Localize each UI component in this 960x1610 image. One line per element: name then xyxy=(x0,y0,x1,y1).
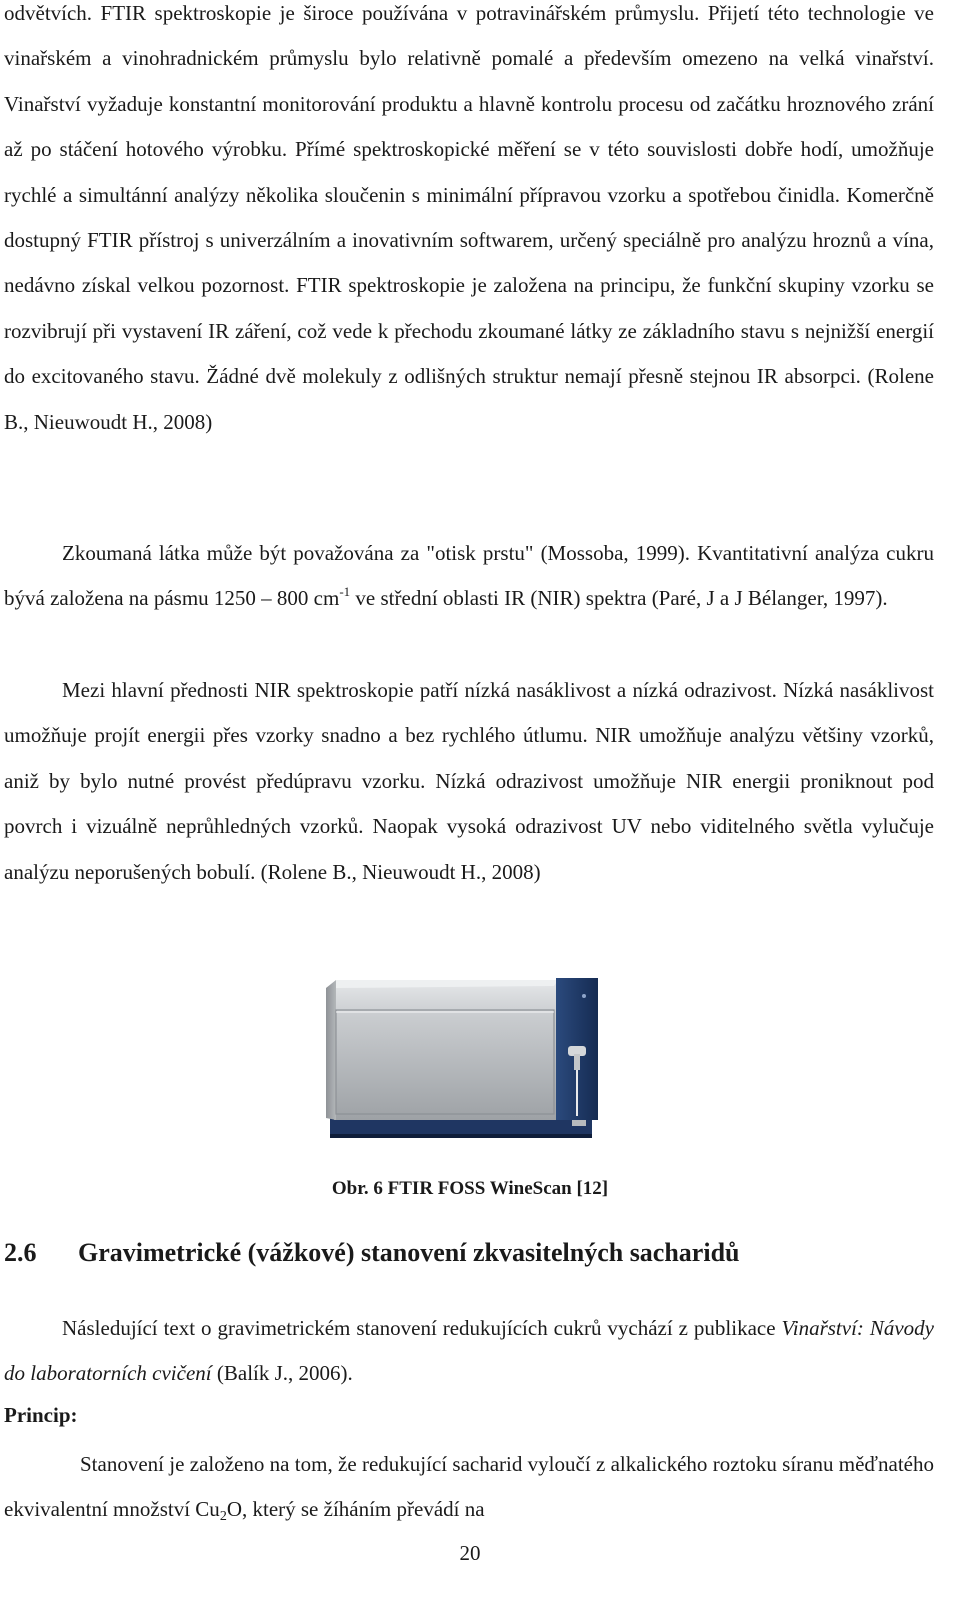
page-number: 20 xyxy=(459,1541,481,1565)
paragraph-text: Zkoumaná látka může být považována za "otisk prstu" (Mossoba, 1999). Kvantitativní analýza cukru bývá založena na pásmu 1250 – 800 cm xyxy=(4,541,934,611)
paragraph-text: ve střední oblasti IR (NIR) spektra (Paré, J a J Bélanger, 1997). xyxy=(350,586,888,611)
superscript: -1 xyxy=(339,584,351,600)
section-title: Gravimetrické (vážkové) stanovení zkvasitelných sacharidů xyxy=(78,1238,740,1267)
figure-caption: Obr. 6 FTIR FOSS WineScan [12] xyxy=(331,1178,609,1199)
subscript: 2 xyxy=(219,1509,227,1525)
paragraph-ftir-intro xyxy=(4,0,934,445)
section-heading xyxy=(4,1238,740,1268)
winescan-instrument-image xyxy=(322,968,622,1146)
paragraph-text: Stanovení je založeno na tom, že redukující sacharid vyloučí z alkalického roztoku síranu měďnatého ekvivalentní množství Cu xyxy=(4,1452,934,1522)
paragraph-text: Mezi hlavní přednosti NIR spektroskopie patří nízká nasáklivost a nízká odrazivost. Nízká nasáklivost umožňuje projít energii přes vzorky snadno a bez rychlého útlumu. NIR umožňuje analýzu většiny vzorků, aniž by bylo nutné provést předúpravu vzorku. Nízká odrazivost umožňuje NIR energii proniknout pod povrch i vizuálně neprůhledných vzorků. Naopak vysoká odrazivost UV nebo viditelného světla vylučuje analýzu neporušených bobulí. (Rolene B., Nieuwoudt H., 2008) xyxy=(4,678,934,884)
instrument-base xyxy=(330,1118,592,1136)
paragraph-nir-advantages xyxy=(4,668,934,895)
section-number: 2.6 xyxy=(4,1238,37,1267)
publication-title: Vinařství: Návody do laboratorních cvičení xyxy=(4,1316,934,1386)
figure-winescan-instrument xyxy=(322,968,622,1146)
paragraph-text: odvětvích. FTIR spektroskopie je široce používána v potravinářském průmyslu. Přijetí této technologie ve vinařském a vinohradnickém průmyslu bylo relativně pomalé a především omezeno na velká vinařství. Vinařství vyžaduje konstantní monitorování produktu a hlavně kontrolu procesu od začátku hroznového zrání až po stáčení hotového výrobku. Přímé spektroskopické měření se v této souvislosti dobře hodí, umožňuje rychlé a simultánní analýzy několika sloučenin s minimální přípravou vzorku a spotřebou činidla. Komerčně dostupný FTIR přístroj s univerzálním a inovativním softwarem, určený speciálně pro analýzu hroznů a vína, nedávno získal velkou pozornost. FTIR spektroskopie je založena na principu, že funkční skupiny vzorku se rozvibrují při vystavení IR záření, což vede k přechodu zkoumané látky ze základního stavu s nejnižší energií do excitovaného stavu. Žádné dvě molekuly z odlišných struktur nemají přesně stejnou IR absorpci. (Rolene B., Nieuwoudt H., 2008) xyxy=(4,1,934,434)
paragraph-text: (Balík J., 2006). xyxy=(211,1361,353,1386)
paragraph-quantitative-analysis xyxy=(4,531,934,622)
principle-label: Princip: xyxy=(4,1403,78,1427)
paragraph-text: O, který se žíháním převádí na xyxy=(226,1497,485,1522)
paragraph-source-note xyxy=(4,1306,934,1397)
paragraph-text: Následující text o gravimetrickém stanovení redukujících cukrů vychází z publikace xyxy=(62,1316,782,1340)
paragraph-principle xyxy=(4,1442,934,1533)
instrument-body xyxy=(334,982,556,1120)
